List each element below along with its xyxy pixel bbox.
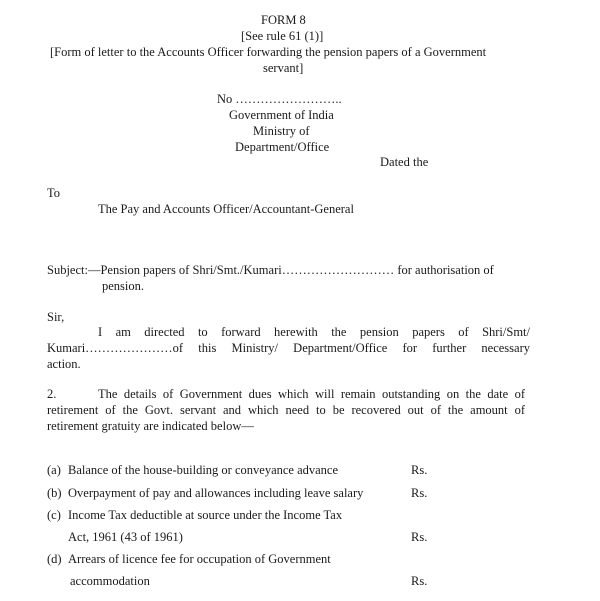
dues-item-label: (d): [47, 552, 62, 566]
para1-line3: action.: [47, 357, 81, 371]
dues-item-amount: Rs.: [411, 486, 428, 500]
dues-item-amount: Rs.: [411, 574, 428, 588]
form-description-line2: servant]: [263, 61, 304, 75]
to-label: To: [47, 186, 61, 200]
dues-item-amount: Rs.: [411, 463, 428, 477]
letter-number: No ……………………..: [217, 92, 342, 106]
para1-line2: Kumari…………………of this Ministry/ Department/Office for further necessary: [47, 341, 530, 355]
para2-line2: retirement of the Govt. servant and which need to be recovered out of the amount of: [47, 403, 525, 417]
dues-item-text-continued: Act, 1961 (43 of 1961): [68, 530, 183, 544]
department-name: Department/Office: [235, 140, 330, 154]
dues-item-text: Overpayment of pay and allowances including leave salary: [68, 486, 364, 500]
para2-line1: The details of Government dues which will remain outstanding on the date of: [98, 387, 525, 401]
government-name: Government of India: [229, 108, 334, 122]
ministry-name: Ministry of: [253, 124, 310, 138]
para2-line3: retirement gratuity are indicated below—: [47, 419, 254, 433]
dues-item-text: Arrears of licence fee for occupation of Government: [68, 552, 331, 566]
dues-item-text: Balance of the house-building or conveyance advance: [68, 463, 339, 477]
subject-line2: pension.: [102, 279, 145, 293]
para1-line1: I am directed to forward herewith the pension papers of Shri/Smt/: [98, 325, 530, 339]
subject-line1: Subject:—Pension papers of Shri/Smt./Kumari……………………… for authorisation of: [47, 263, 494, 277]
para2-number: 2.: [47, 387, 57, 401]
dated-label: Dated the: [380, 155, 429, 169]
recipient: The Pay and Accounts Officer/Accountant-General: [98, 202, 354, 216]
salutation: Sir,: [47, 310, 65, 324]
rule-reference: [See rule 61 (1)]: [241, 29, 324, 43]
dues-item-label: (b): [47, 486, 62, 500]
dues-item-amount: Rs.: [411, 530, 428, 544]
form-title: FORM 8: [261, 13, 306, 27]
dues-item-text-continued: accommodation: [70, 574, 150, 588]
dues-item-text: Income Tax deductible at source under the Income Tax: [68, 508, 343, 522]
dues-item-label: (c): [47, 508, 61, 522]
form-description-line1: [Form of letter to the Accounts Officer forwarding the pension papers of a Government: [50, 45, 487, 59]
dues-item-label: (a): [47, 463, 61, 477]
